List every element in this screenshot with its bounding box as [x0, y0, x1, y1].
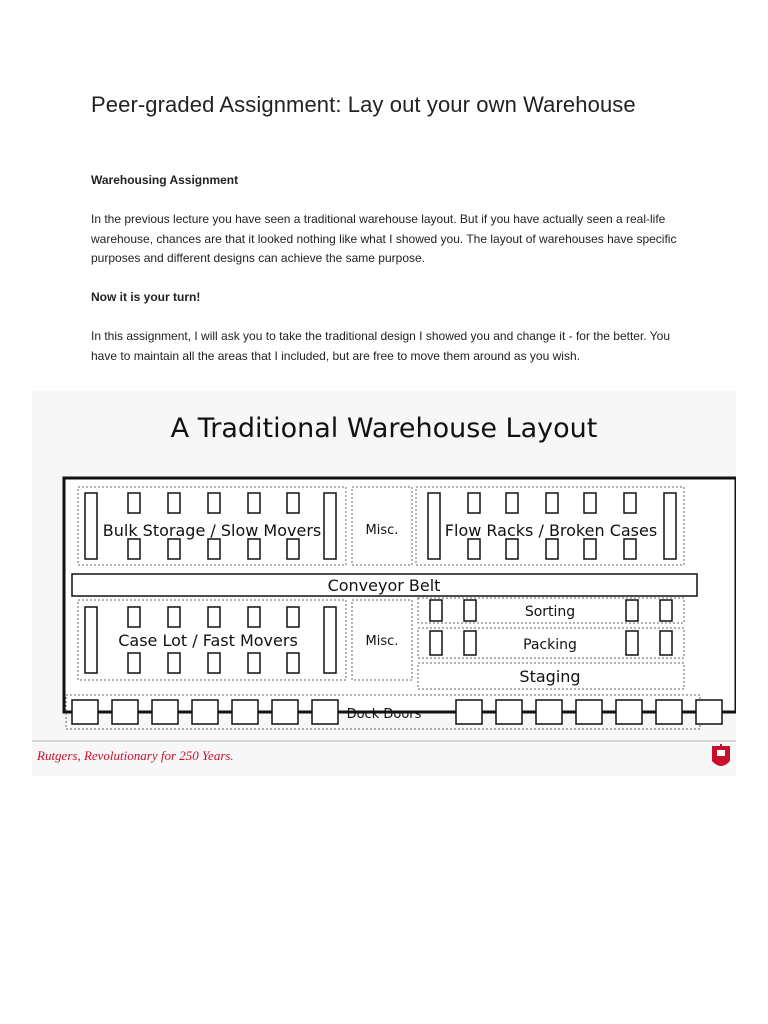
section-heading: Warehousing Assignment: [91, 173, 239, 187]
slide-title: A Traditional Warehouse Layout: [170, 413, 598, 444]
turn-heading: Now it is your turn!: [91, 290, 201, 304]
rutgers-footer-text: Rutgers, Revolutionary for 250 Years.: [37, 748, 234, 763]
misc-bottom-label: Misc.: [365, 634, 399, 649]
packing-label: Packing: [523, 637, 577, 653]
conveyor-belt-label: Conveyor Belt: [327, 576, 441, 595]
bulk-storage-label: Bulk Storage / Slow Movers: [102, 521, 322, 540]
warehouse-slide: [32, 391, 736, 776]
staging-label: Staging: [519, 667, 581, 686]
assignment-paragraph: In this assignment, I will ask you to take the traditional design I showed you and change it - for the better. You have to maintain all the areas that I included, but are free to move them around as you wish.: [91, 329, 671, 363]
sorting-label: Sorting: [524, 604, 576, 620]
case-lot-label: Case Lot / Fast Movers: [118, 631, 298, 650]
warehouse-layout-diagram: [32, 391, 736, 776]
page-title: Peer-graded Assignment: Lay out your own Warehouse: [91, 92, 636, 117]
misc-top-label: Misc.: [365, 523, 399, 538]
dock-doors-label: Dock Doors: [346, 707, 422, 722]
rutgers-shield-icon: [712, 744, 730, 766]
intro-paragraph: In the previous lecture you have seen a traditional warehouse layout. But if you have actually seen a real-life warehouse, chances are that it looked nothing like what I showed you. The layout of warehouses have specific purposes and different designs can achieve the same purpose.: [91, 212, 677, 265]
flow-racks-label: Flow Racks / Broken Cases: [444, 521, 658, 540]
